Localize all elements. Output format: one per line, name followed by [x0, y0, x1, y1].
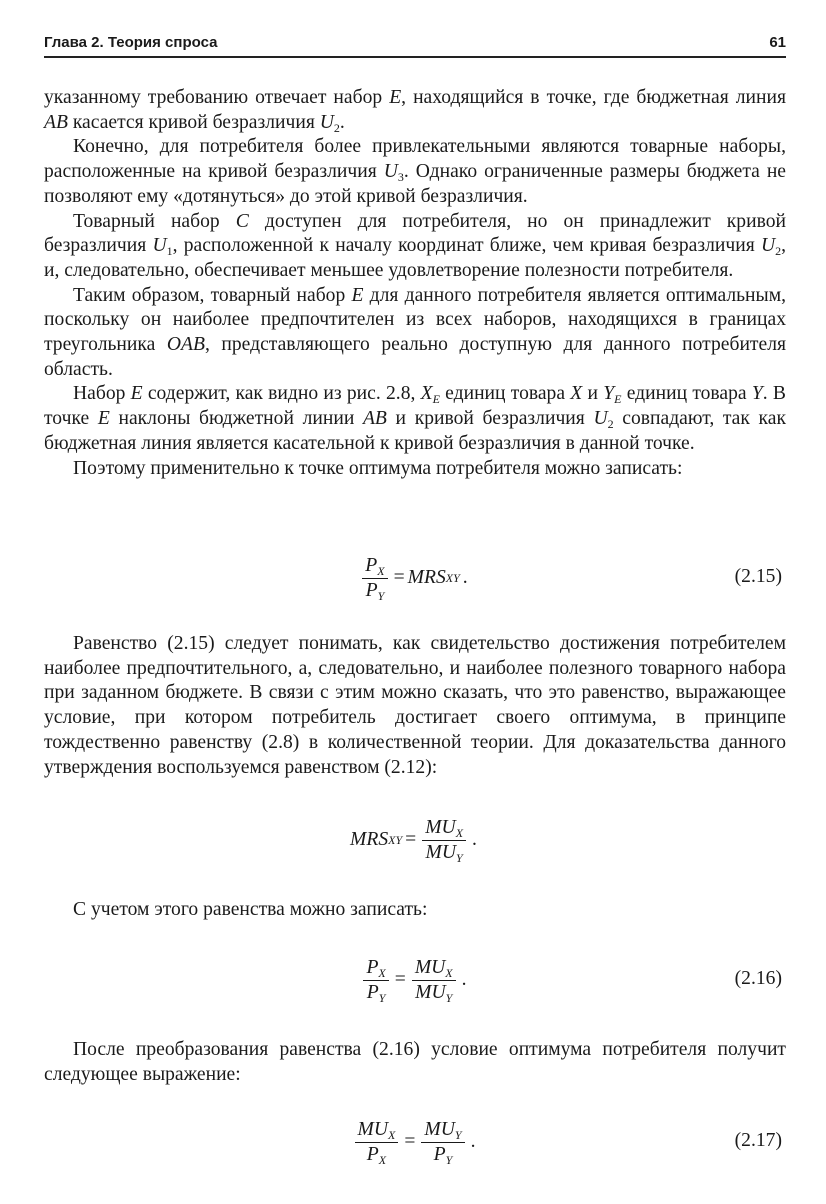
page-number: 61 [769, 34, 786, 51]
equation-number: (2.16) [734, 968, 782, 989]
text-block-4 [44, 1038, 786, 1087]
paragraph: После преобразования равенства (2.16) условие оптимума потребителя получит следующее выражение: [44, 1039, 786, 1085]
chapter-title: Глава 2. Теория спроса [44, 34, 218, 51]
paragraph: Равенство (2.15) следует понимать, как свидетельство достижения потребителем наиболее предпочтительного, а, следовательно, и наиболее полезного товарного набора при заданном бюджете. В связи с этим можно сказать, что это равенство, выражающее условие, при котором потребитель достигает своего оптимума, в принципе тождественно равенству (2.8) в количественной теории. Для доказательства данного утверждения воспользуемся равенством (2.12): [44, 633, 786, 778]
formula-2-15: $\frac{P_X}{P_Y}$ = MRS XY . (2.15) [44, 548, 786, 608]
paragraph: С учетом этого равенства можно записать: [73, 899, 428, 920]
text-block-1 [44, 86, 786, 481]
running-header [44, 34, 786, 58]
formula-2-17: $\frac{MU_X}{P_X}$ = $\frac{MU_Y}{P_Y}$ . (2.17) [44, 1112, 786, 1172]
text-block-3 [44, 898, 786, 923]
paragraph: Поэтому применительно к точке оптимума потребителя можно записать: [73, 457, 683, 479]
equation-number: (2.17) [734, 1130, 782, 1151]
text-block-2 [44, 632, 786, 780]
equation-number: (2.15) [734, 566, 782, 587]
formula-mrs: MRS XY = $\frac{MU_X}{MU_Y}$ . [350, 816, 477, 865]
paragraph: Товарный набор C доступен для потребителя, но он принадлежит кривой безразличия $U_1$, расположенной к началу координат ближе, чем кривая безразличия $U_2$, и, следовательно, обеспечивает меньшее удовлетворение полезности потребителя. [44, 210, 787, 281]
paragraph: Конечно, для потребителя более привлекательными являются товарные наборы, расположенные на кривой безразличия $U_3$. Однако ограниченные размеры бюджета не позволяют ему «дотянуться» до этой кривой безразличия. [44, 136, 787, 207]
paragraph: указанному требованию отвечает набор E, находящийся в точке, где бюджетная линия AB касается кривой безразличия $U_2$. [44, 87, 786, 135]
formula-2-16: $\frac{P_X}{P_Y}$ = $\frac{MU_X}{MU_Y}$ . (2.16) [44, 950, 786, 1010]
paragraph: Набор E содержит, как видно из рис. 2.8, $X_E$ единиц товара X и $Y_E$ единиц товара Y. В точке E наклоны бюджетной линии AB и кривой безразличия $U_2$ совпадают, так как бюджетная линия является касательной к кривой безразличия в данной точке. [44, 383, 786, 454]
paragraph: Таким образом, товарный набор E для данного потребителя является оптимальным, поскольку он наиболее предпочтителен из всех наборов, находящихся в границах треугольника OAB, представляющего реально доступную для данного потребителя область. [44, 284, 786, 380]
